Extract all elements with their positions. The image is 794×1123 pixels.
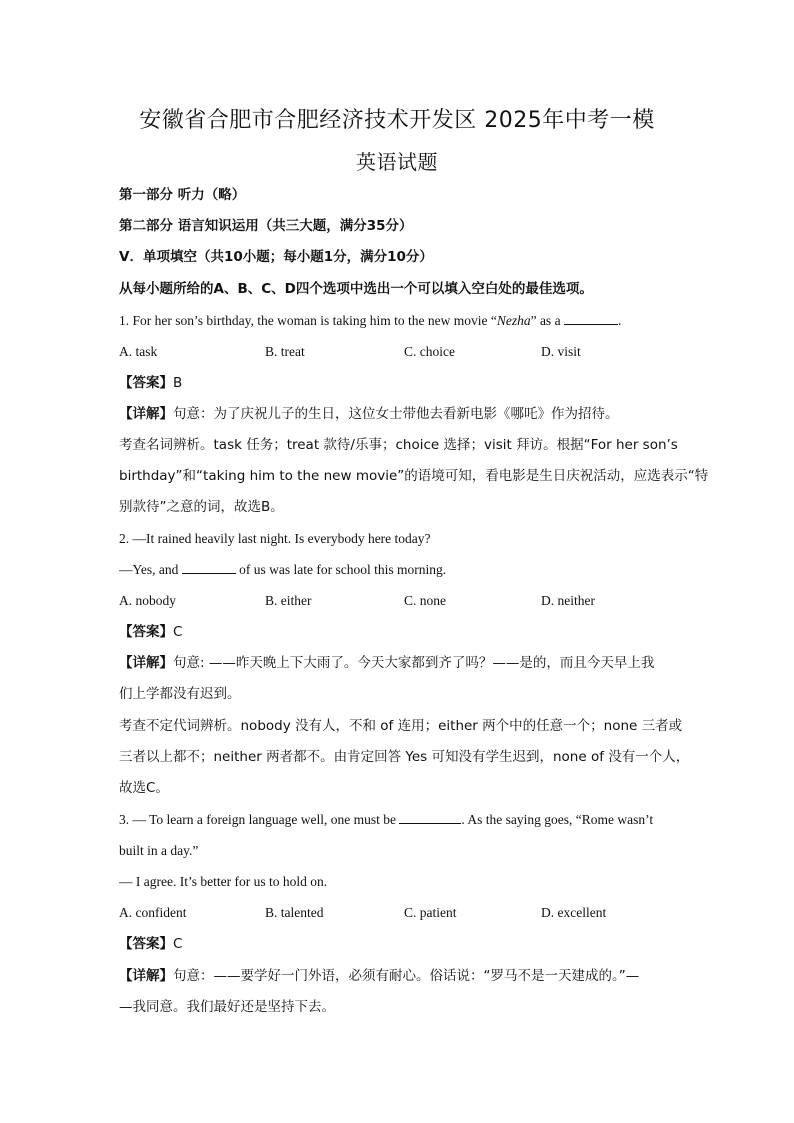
question-1-option-a: A. task: [119, 344, 158, 359]
question-1-answer-value: B: [173, 375, 183, 391]
question-2-response-pre: —Yes, and: [119, 562, 179, 577]
question-1-stem-pre: 1. For her son’s birthday, the woman is taking him to the new movie “: [119, 313, 497, 328]
answer-blank: [564, 312, 618, 325]
question-1-answer: [119, 374, 182, 392]
question-2-option-a: A. nobody: [119, 593, 176, 608]
question-2-analysis-line: 故选C。: [119, 780, 169, 796]
question-3-response: — I agree. It’s better for us to hold on.: [119, 874, 328, 889]
question-2-option-c: C. none: [404, 593, 446, 608]
analysis-text: 句意：为了庆祝儿子的生日，这位女士带他去看新电影《哪吒》作为招待。: [173, 406, 619, 422]
question-1-analysis-line: 考查名词辨析。task 任务；treat 款待/乐事；choice 选择；visit 拜访。根据“For her son’s: [119, 437, 678, 453]
question-2-option-b: B. either: [265, 593, 312, 608]
question-1-option-b: B. treat: [265, 344, 305, 359]
question-1-stem-end: .: [617, 313, 622, 328]
analysis-tag: 【详解】: [119, 968, 173, 984]
part1-heading: 第一部分 听力（略）: [119, 187, 246, 203]
question-1-analysis-line: 别款待”之意的词，故选B。: [119, 499, 284, 515]
question-1-option-c: C. choice: [404, 344, 455, 359]
question-3-stem-pre: 3. — To learn a foreign language well, one must be: [119, 812, 396, 827]
part2-heading: 第二部分 语言知识运用（共三大题，满分35分）: [119, 218, 413, 234]
question-1-analysis-line: birthday”和“taking him to the new movie”的语境可知，看电影是生日庆祝活动，应选表示“特: [119, 468, 709, 484]
question-3-option-c: C. patient: [404, 905, 457, 920]
question-2-analysis-line: 们上学都没有迟到。: [119, 686, 241, 702]
section5-heading: V．单项填空（共10小题；每小题1分，满分10分）: [119, 249, 433, 265]
question-3-stem-post: . As the saying goes, “Rome wasn’t: [461, 812, 654, 827]
question-2-response: [119, 561, 446, 579]
question-2-analysis-line: 考查不定代词辨析。nobody 没有人，不和 of 连用；either 两个中的任意一个；none 三者或: [119, 718, 683, 734]
question-3-answer: [119, 935, 182, 953]
question-3-answer-value: C: [173, 936, 183, 952]
answer-tag: 【答案】: [119, 936, 173, 952]
analysis-tag: 【详解】: [119, 655, 173, 671]
question-1-option-d: D. visit: [541, 344, 581, 359]
question-3-option-a: A. confident: [119, 905, 187, 920]
question-3-option-d: D. excellent: [541, 905, 607, 920]
answer-tag: 【答案】: [119, 375, 173, 391]
instruction-text: 从每小题所给的A、B、C、D四个选项中选出一个可以填入空白处的最佳选项。: [119, 281, 593, 297]
question-3-stem-cont: built in a day.”: [119, 843, 199, 858]
question-3-analysis-line: —我同意。我们最好还是坚持下去。: [119, 999, 335, 1015]
question-1-stem-post: ” as a: [530, 313, 561, 328]
answer-tag: 【答案】: [119, 624, 173, 640]
question-3-option-b: B. talented: [265, 905, 324, 920]
question-2-response-post: of us was late for school this morning.: [239, 562, 447, 577]
question-2-answer-value: C: [173, 624, 183, 640]
question-1-analysis-line: [119, 405, 619, 423]
question-2-analysis-line: [119, 654, 654, 672]
question-3-stem: [119, 811, 653, 829]
question-2-stem: 2. —It rained heavily last night. Is everybody here today?: [119, 531, 431, 546]
question-2-option-d: D. neither: [541, 593, 595, 608]
answer-blank: [399, 811, 461, 824]
analysis-text: 句意: ——昨天晚上下大雨了。今天大家都到齐了吗？——是的，而且今天早上我: [173, 655, 655, 671]
question-2-analysis-line: 三者以上都不；neither 两者都不。由肯定回答 Yes 可知没有学生迟到，none of 没有一个人，: [119, 749, 690, 765]
answer-blank: [182, 561, 236, 574]
question-1-movie-title: Nezha: [496, 313, 531, 328]
question-1-stem: [119, 312, 621, 330]
question-2-answer: [119, 623, 182, 641]
question-3-analysis-line: [119, 967, 639, 985]
document-subtitle: 英语试题: [356, 150, 438, 174]
document-title: 安徽省合肥市合肥经济技术开发区 2025年中考一模: [139, 108, 655, 133]
analysis-tag: 【详解】: [119, 406, 173, 422]
analysis-text: 句意：——要学好一门外语，必须有耐心。俗话说：“罗马不是一天建成的。”—: [173, 968, 640, 984]
